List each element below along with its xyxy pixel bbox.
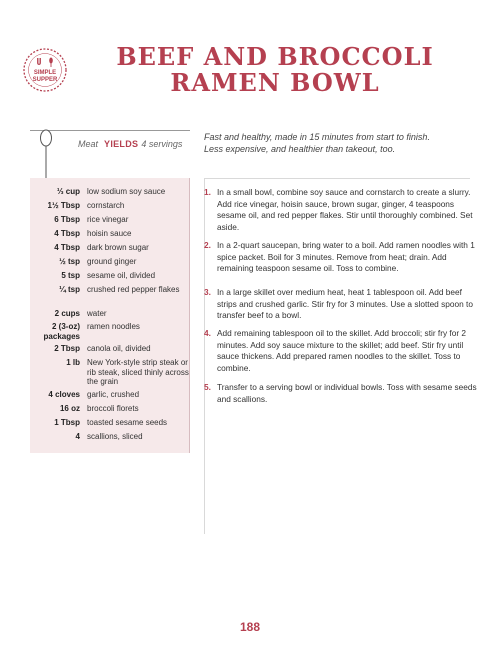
logo-line1: SIMPLE <box>33 70 57 76</box>
ingredient-name: broccoli florets <box>87 404 139 413</box>
ingredient-amount: 2 cups <box>54 309 80 318</box>
ingredient-amount: 4 cloves <box>48 390 80 399</box>
ingredient-amount: 1½ Tbsp <box>47 201 80 210</box>
ingredient-amount: ⅓ cup <box>56 187 80 196</box>
logo-line2: SUPPER <box>32 77 58 83</box>
meta-category: Meat <box>78 139 99 149</box>
ingredient-name: toasted sesame seeds <box>87 418 168 427</box>
step-number: 5. <box>204 382 211 392</box>
yields-label: YIELDS <box>104 139 139 149</box>
ingredient-name: canola oil, divided <box>87 344 151 353</box>
step-text: Transfer to a serving bowl or individual bowls. Toss with sesame seeds and scallions. <box>217 382 477 404</box>
ingredient-name: garlic, crushed <box>87 390 140 399</box>
step-number: 4. <box>204 328 211 338</box>
simple-supper-logo <box>22 47 68 93</box>
ingredient-name: scallions, sliced <box>87 432 143 441</box>
title-line1: BEEF AND BROCCOLI <box>116 42 434 71</box>
ingredient-amount: 2 (3-oz) packages <box>43 322 80 341</box>
ingredient-amount: ¼ tsp <box>59 285 80 294</box>
ingredient-name: water <box>87 309 107 318</box>
ingredient-name: rice vinegar <box>87 215 129 224</box>
ingredient-amount: 4 <box>75 432 80 441</box>
ingredient-amount: 1 lb <box>66 358 80 367</box>
ingredient-amount: 5 tsp <box>61 271 80 280</box>
page-number: 188 <box>239 620 261 634</box>
step-number: 3. <box>204 287 211 297</box>
ingredient-amount: 1 Tbsp <box>54 418 80 427</box>
ingredient-name: crushed red pepper flakes <box>87 285 180 294</box>
recipe-meta <box>78 139 182 149</box>
recipe-intro <box>204 131 474 155</box>
step-text: In a large skillet over medium heat, heat 1 tablespoon oil. Add beef strips and crushed garlic. Stir fry for 3 minutes. Use a slotted spoon to transfer beef to a bowl. <box>217 287 473 320</box>
recipe-title <box>92 44 458 96</box>
ingredient-amount: 6 Tbsp <box>54 215 80 224</box>
step-text: In a small bowl, combine soy sauce and cornstarch to create a slurry. Add rice vinegar, hoisin sauce, brown sugar, ginger, 4 teaspoons sesame oil, and red pepper flakes. Stir until thoroughly combined. Set aside. <box>217 187 473 232</box>
ingredient-name: ground ginger <box>87 257 137 266</box>
ingredient-amount: 2 Tbsp <box>54 344 80 353</box>
ingredient-amount: 16 oz <box>59 404 80 413</box>
yields-servings: 4 servings <box>141 139 183 149</box>
ingredient-name: cornstarch <box>87 201 125 210</box>
step-number: 1. <box>204 187 211 197</box>
title-line2: RAMEN BOWL <box>170 68 380 97</box>
ingredient-name: ramen noodles <box>87 322 140 331</box>
ingredient-amount: 4 Tbsp <box>54 229 80 238</box>
directions-left-divider <box>204 178 205 534</box>
ingredient-name: dark brown sugar <box>87 243 149 252</box>
step-text: In a 2-quart saucepan, bring water to a boil. Add ramen noodles with 1 spice packet. Boil for 3 minutes. Remove from heat; drain. Add remaining teaspoon sesame oil. Toss to combine. <box>217 240 475 273</box>
step-text: Add remaining tablespoon oil to the skillet. Add broccoli; stir fry for 2 minutes. Add soy sauce mixture to the skillet; add beef. Stir fry until sauce thickens. Add prepared ramen noodles to the skillet. Toss to combine. <box>217 328 467 373</box>
ingredient-name: New York-style strip steak or rib steak, sliced thinly across the grain <box>87 358 189 386</box>
step-number: 2. <box>204 240 211 250</box>
intro-line2: Less expensive, and healthier than takeout, too. <box>204 144 396 154</box>
directions-top-divider <box>204 178 470 179</box>
intro-line1: Fast and healthy, made in 15 minutes from start to finish. <box>204 132 430 142</box>
ingredient-amount: 4 Tbsp <box>54 243 80 252</box>
ingredient-name: hoisin sauce <box>87 229 132 238</box>
ingredient-amount: ½ tsp <box>59 257 80 266</box>
ingredient-name: low sodium soy sauce <box>87 187 166 196</box>
ingredient-name: sesame oil, divided <box>87 271 156 280</box>
